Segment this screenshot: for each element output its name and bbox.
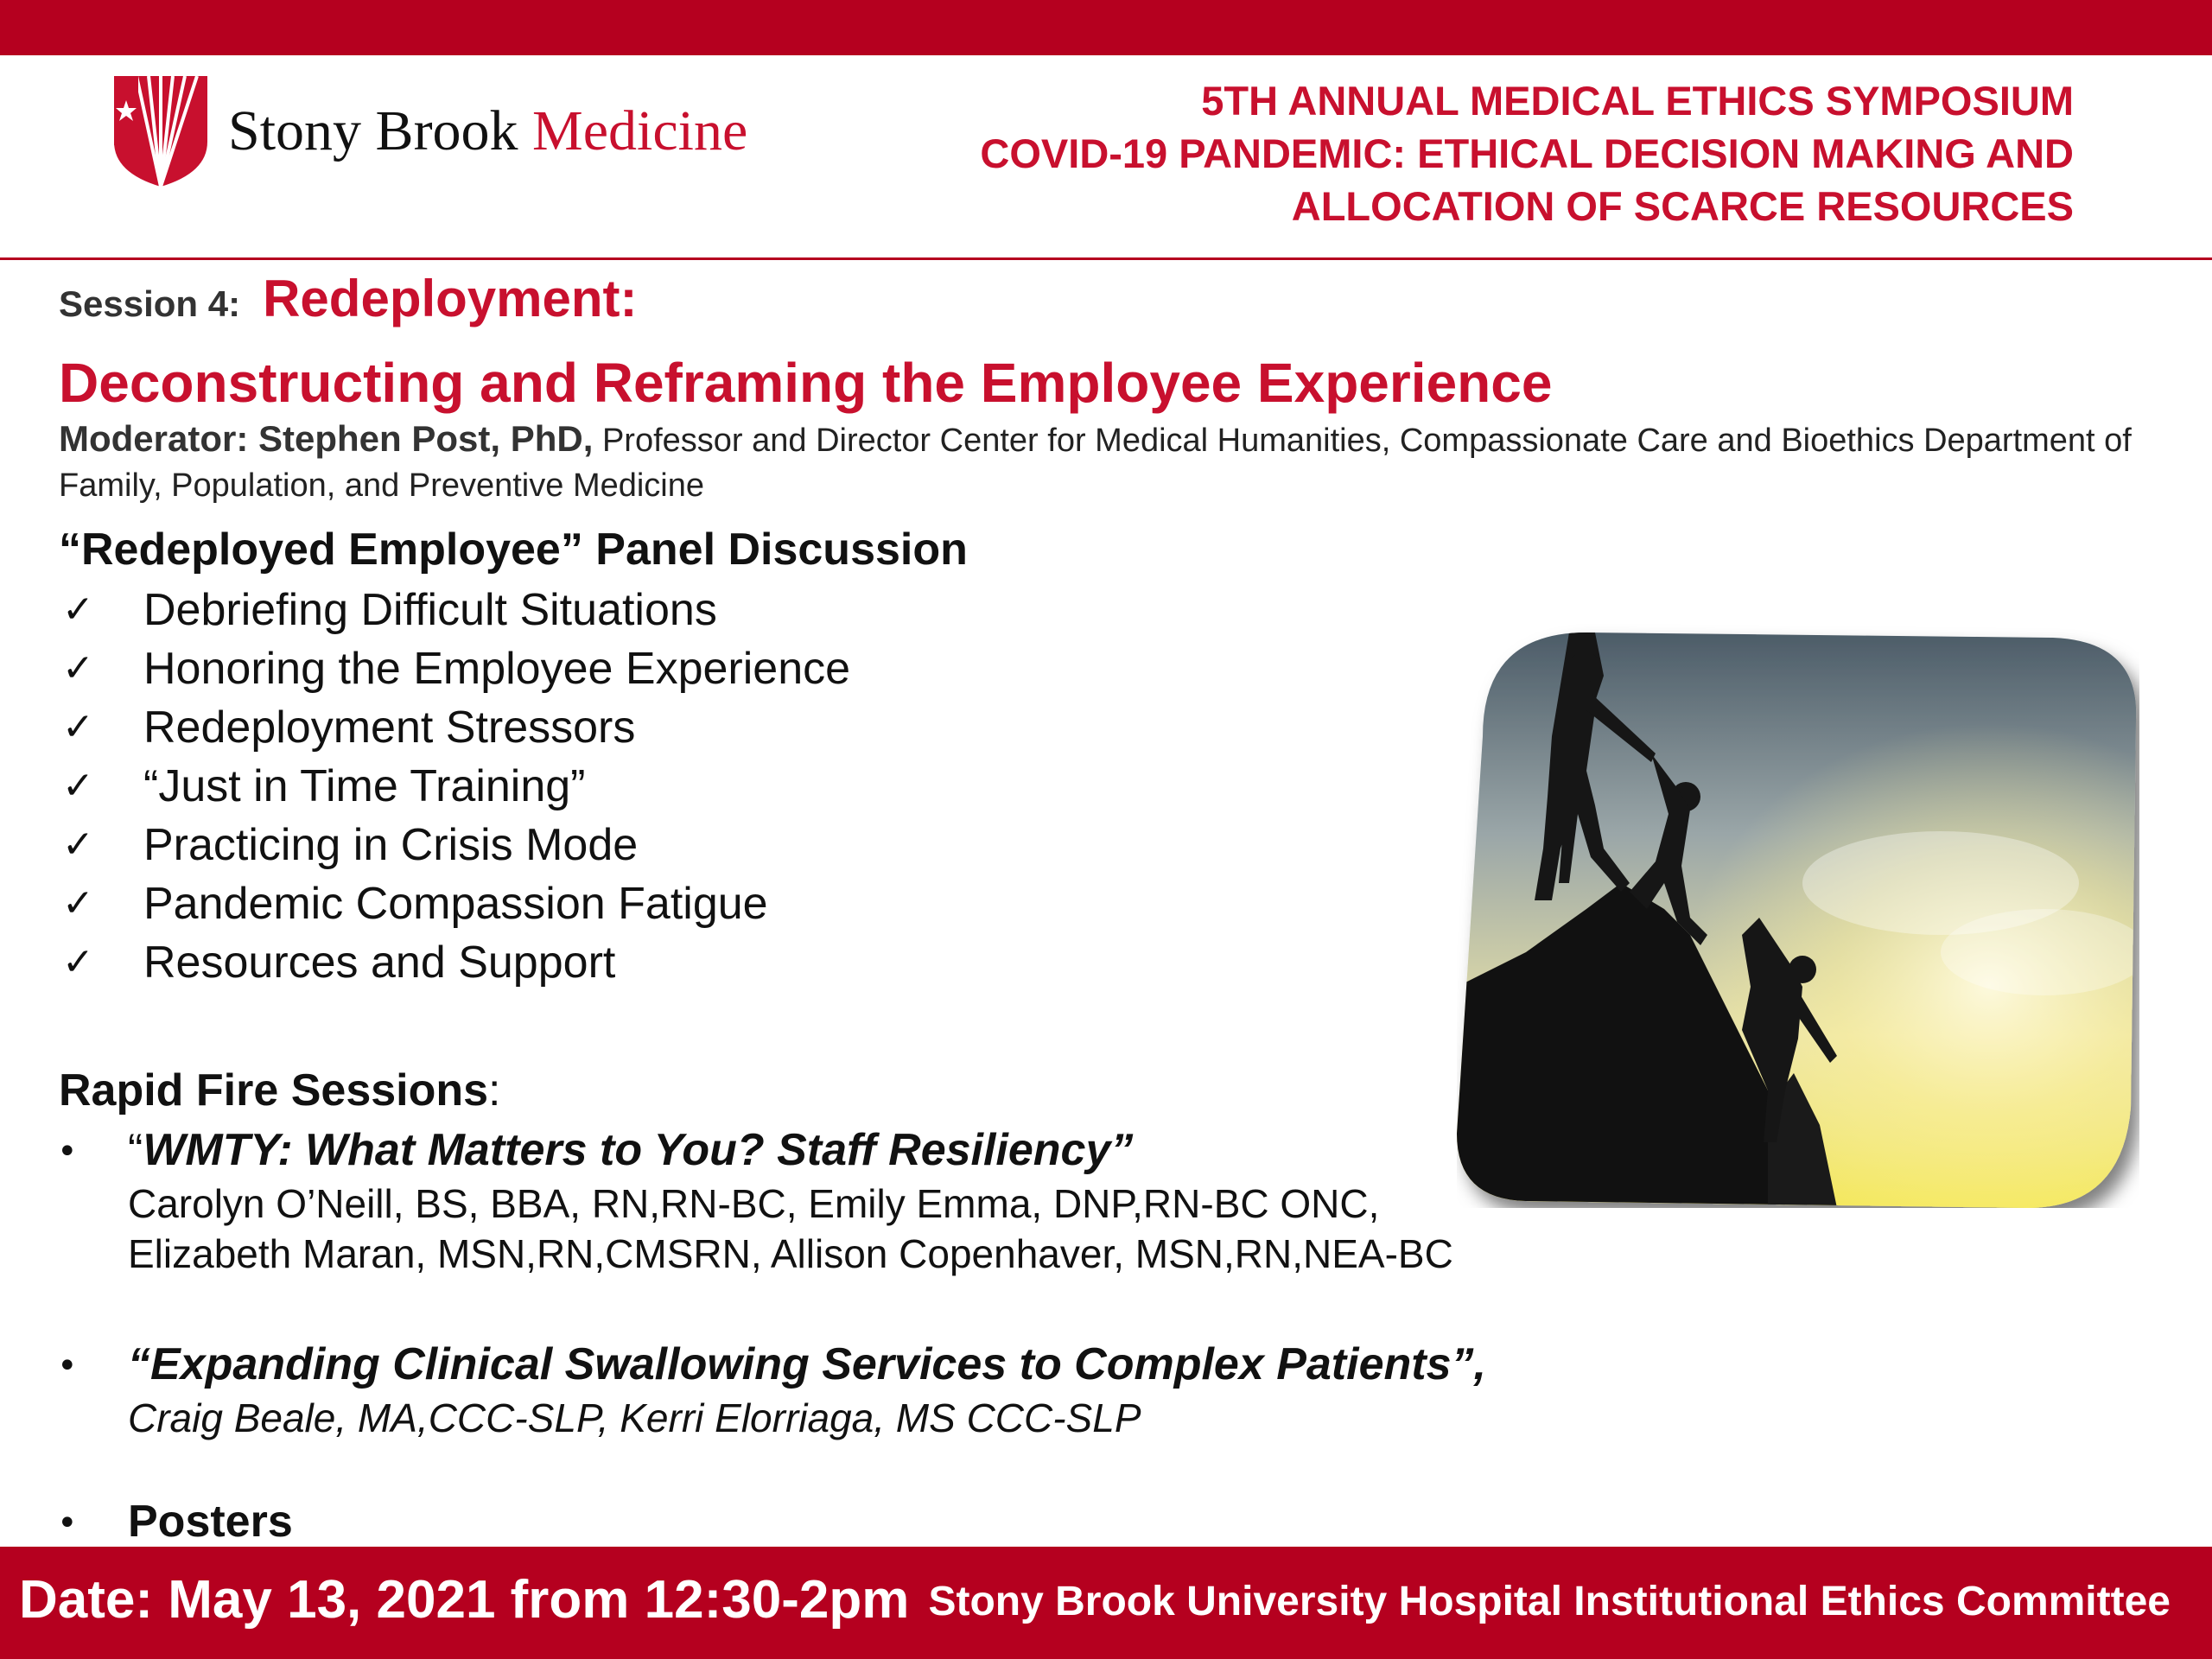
talk-wmty-authors-line-2: Elizabeth Maran, MSN,RN,CMSRN, Allison Copenhaver, MSN,RN,NEA-BC (128, 1231, 1453, 1276)
check-icon: ✓ (62, 705, 94, 749)
panel-topic-list (59, 581, 850, 992)
climbers-silhouette-image (1457, 624, 2139, 1208)
list-item-label: Honoring the Employee Experience (143, 644, 851, 694)
check-icon: ✓ (62, 940, 94, 984)
session-title: Redeployment: (263, 270, 638, 327)
posters-label: Posters (128, 1497, 293, 1547)
symposium-title (691, 74, 2074, 232)
talk-swallowing (128, 1336, 1486, 1443)
moderator-name: Moderator: Stephen Post, PhD, (59, 418, 594, 459)
list-item-label: “Just in Time Training” (143, 761, 586, 811)
moderator-info (59, 416, 2150, 508)
talk-wmty-authors-line-1: Carolyn O’Neill, BS, BBA, RN,RN-BC, Emily Emma, DNP,RN-BC ONC, (128, 1181, 1380, 1226)
talk-wmty-title-rest: : What Matters to You? Staff Resiliency” (277, 1125, 1134, 1175)
talk-wmty-open-quote: “ (128, 1125, 143, 1175)
list-item (59, 757, 850, 816)
talk-wmty (128, 1122, 1453, 1279)
bullet-icon: • (57, 1346, 78, 1386)
check-icon: ✓ (62, 764, 94, 808)
check-icon: ✓ (62, 646, 94, 690)
list-item-label: Redeployment Stressors (143, 702, 636, 753)
talk-wmty-title (128, 1122, 1453, 1179)
check-icon: ✓ (62, 881, 94, 925)
committee-name: Stony Brook University Hospital Institutional Ethics Committee (928, 1579, 2171, 1624)
list-item (59, 874, 850, 933)
session-heading (59, 263, 2150, 349)
session-number: Session 4: (59, 283, 241, 324)
list-item-label: Debriefing Difficult Situations (143, 585, 717, 635)
check-icon: ✓ (62, 823, 94, 867)
list-item-label: Resources and Support (143, 938, 616, 988)
footer-bar (0, 1547, 2212, 1659)
check-icon: ✓ (62, 588, 94, 632)
bullet-icon: • (57, 1132, 78, 1172)
logo-word-stony-brook: Stony Brook (228, 99, 518, 162)
list-item (59, 698, 850, 757)
symposium-line-1: 5TH ANNUAL MEDICAL ETHICS SYMPOSIUM (1201, 78, 2074, 124)
bullet-icon: • (57, 1503, 78, 1543)
list-item-label: Practicing in Crisis Mode (143, 820, 639, 870)
session-block (59, 263, 2150, 508)
logo-wordmark (228, 97, 747, 166)
talk-swallowing-authors: Craig Beale, MA,CCC-SLP, Kerri Elorriaga, MS CCC-SLP (128, 1395, 1141, 1440)
list-item (59, 581, 850, 639)
panel-heading: “Redeployed Employee” Panel Discussion (59, 524, 968, 575)
symposium-line-3: ALLOCATION OF SCARCE RESOURCES (1291, 183, 2074, 229)
session-subtitle: Deconstructing and Reframing the Employee Experience (59, 352, 1553, 414)
talk-wmty-acronym: WMTY (143, 1125, 278, 1175)
list-item (59, 933, 850, 992)
list-item (59, 639, 850, 698)
moderator-description: Professor and Director Center for Medical Humanities, Compassionate Care and Bioethics Department of Family, Population, and Preventive Medicine (59, 423, 2132, 504)
talk-swallowing-title: “Expanding Clinical Swallowing Services to Complex Patients”, (128, 1339, 1486, 1389)
event-date: Date: May 13, 2021 from 12:30-2pm (19, 1570, 910, 1630)
list-item (59, 816, 850, 874)
star-shield-icon (111, 71, 211, 188)
rapid-fire-heading (59, 1059, 501, 1122)
top-banner (0, 0, 2212, 55)
symposium-line-2: COVID-19 PANDEMIC: ETHICAL DECISION MAKING AND (980, 130, 2074, 176)
rapid-fire-label: Rapid Fire Sessions (59, 1065, 489, 1116)
list-item-label: Pandemic Compassion Fatigue (143, 879, 768, 929)
header-divider (0, 257, 2212, 260)
logo-word-medicine: Medicine (532, 99, 748, 162)
rapid-fire-colon: : (488, 1065, 501, 1116)
